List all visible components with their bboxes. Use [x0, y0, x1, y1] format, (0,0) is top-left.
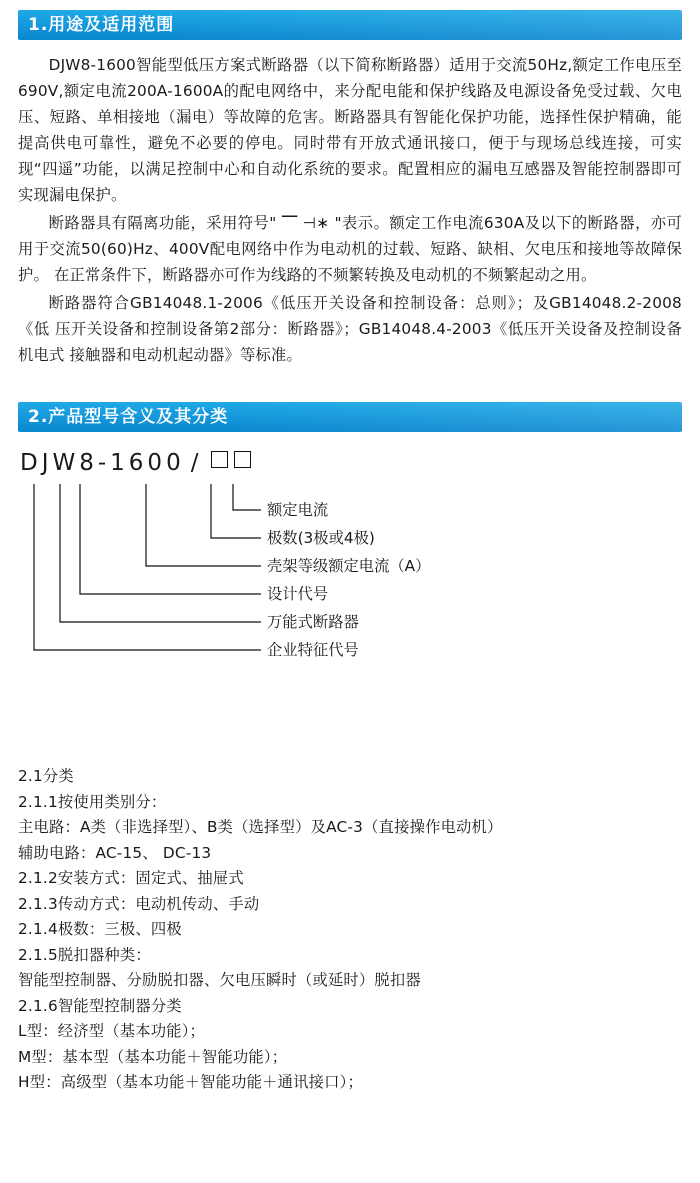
classification-block	[18, 764, 682, 1096]
legend-pole-number: 极数(3极或4极)	[267, 529, 375, 547]
classification-line-6: 2.1.4极数：三极、四极	[18, 920, 182, 938]
model-code-slash: /	[190, 450, 203, 476]
document-page	[0, 10, 700, 1183]
leader-lines-svg	[18, 450, 698, 750]
classification-line-3: 辅助电路：AC-15、 DC-13	[18, 843, 212, 862]
classification-line-8: 智能型控制器、分励脱扣器、欠电压瞬时（或延时）脱扣器	[18, 971, 421, 989]
legend-design-code: 设计代号	[267, 585, 329, 603]
section-heading-bar-tail-2	[228, 402, 682, 432]
legend-rated-current: 额定电流	[267, 501, 329, 519]
model-code-text: DJW8-1600	[20, 450, 185, 476]
paragraph-3: 断路器符合GB14048.1-2006《低压开关设备和控制设备：总则》；及GB14048.2-2008《低 压开关设备和控制设备第2部分：断路器》；GB14048.4-2003《低压开关设备及控制设备 机电式 接触器和电动机起动器》等标准。	[18, 294, 682, 364]
model-designation-diagram	[18, 450, 682, 750]
paragraph-2: 断路器具有隔离功能，采用符号" ⎺ ⊣∗ "表示。额定工作电流630A及以下的断路器，亦可用于交流50(60)Hz、400V配电网络中作为电动机的过载、短路、缺相、欠电压和接地等故障保护。 在正常条件下，断路器亦可作为线路的不频繁转换及电动机的不频繁起动之用。	[18, 214, 682, 284]
section-heading-bar-2	[18, 402, 682, 432]
classification-line-1: 2.1.1按使用类别分：	[18, 792, 167, 811]
section-1-body	[18, 52, 682, 368]
legend-universal-breaker: 万能式断路器	[267, 613, 359, 631]
classification-line-5: 2.1.3传动方式：电动机传动、手动	[18, 894, 260, 913]
classification-line-10: L型：经济型（基本功能）；	[18, 1022, 206, 1040]
section-heading-bar-tail-1	[174, 10, 682, 40]
classification-line-2: 主电路：A类（非选择型）、B类（选择型）及AC-3（直接操作电动机）	[18, 818, 503, 836]
section-heading-text-1: 1.用途及适用范围	[28, 15, 175, 35]
section-heading-text-2: 2.产品型号含义及其分类	[28, 407, 229, 427]
classification-title: 2.1分类	[18, 767, 74, 785]
classification-line-11: M型：基本型（基本功能＋智能功能）；	[18, 1047, 288, 1066]
spacer	[18, 370, 682, 392]
classification-line-12: H型：高级型（基本功能＋智能功能＋通讯接口）；	[18, 1073, 363, 1091]
classification-line-7: 2.1.5脱扣器种类：	[18, 945, 151, 964]
section-heading-bar-1	[18, 10, 682, 40]
legend-enterprise-code: 企业特征代号	[267, 641, 359, 659]
classification-line-9: 2.1.6智能型控制器分类	[18, 996, 182, 1015]
legend-frame-rated-current: 壳架等级额定电流（A）	[267, 557, 431, 575]
classification-line-4: 2.1.2安装方式：固定式、抽屉式	[18, 869, 244, 887]
paragraph-1: DJW8-1600智能型低压方案式断路器（以下简称断路器）适用于交流50Hz,额定工作电压至690V,额定电流200A-1600A的配电网络中，来分配电能和保护线路及电源设备免受过载、欠电压、短路、单相接地（漏电）等故障的危害。断路器具有智能化保护功能，选择性保护精确，能提高供电可靠性，避免不必要的停电。同时带有开放式通讯接口，便于与现场总线连接，可实现“四遥”功能，以满足控制中心和自动化系统的要求。配置相应的漏电互感器及智能控制器即可实现漏电保护。	[18, 56, 682, 204]
